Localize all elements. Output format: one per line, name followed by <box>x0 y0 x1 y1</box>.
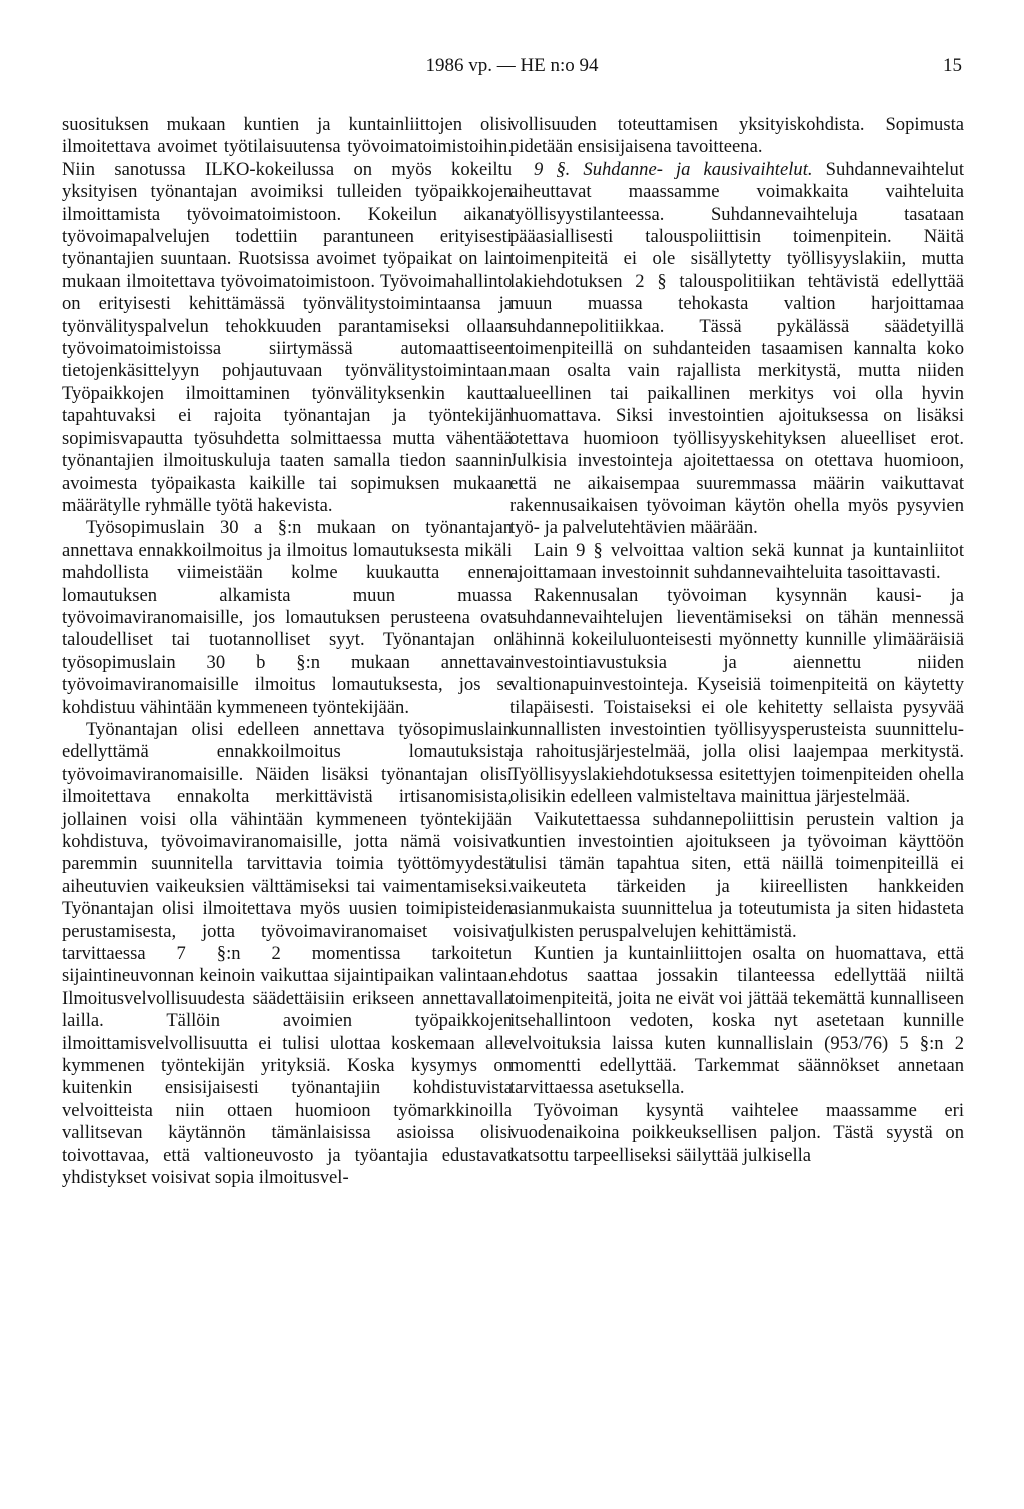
paragraph: Työvoiman kysyntä vaihtelee maassamme eri vuodenaikoina poikkeuksellisen paljon. Tästä syystä on katsottu tarpeelliseksi säilyttää julkisella <box>510 1099 964 1166</box>
paragraph: Työnantajan olisi edelleen annettava työsopimuslain edellyttämä ennakkoilmoitus lomautuksista työvoimaviranomaisille. Näiden lisäksi työnantajan olisi ilmoitettava ennakolta merkittävistä irtisanomisista, jollainen voisi olla vähintään kymmeneen työntekijään kohdistuva, työvoimaviranomaisille, jotta nämä voisivat paremmin suunnitella tarvittavia toimia työttömyydestä aiheutuvien vaikeuksien välttämiseksi tai vaimentamiseksi. Työnantajan olisi ilmoitettava myös uusien toimipisteiden perustamisesta, jotta työvoimaviranomaiset voisivat tarvittaessa 7 §:n 2 momentissa tarkoitetun sijaintineuvonnan keinoin vaikuttaa sijaintipaikan valintaan. Ilmoitusvelvollisuudesta säädettäisiin erikseen annettavalla lailla. Tällöin avoimien työpaikkojen ilmoittamisvelvollisuutta ei tulisi ulottaa koskemaan alle kymmenen työntekijän yrityksiä. Koska kysymys on kuitenkin ensisijaisesti työnantajiin kohdistuvista velvoitteista niin ottaen huomioon työmarkkinoilla vallitsevan käytännön tämänlaisissa asioissa olisi toivottavaa, että valtioneuvosto ja työantajia edustavat yhdistykset voisivat sopia ilmoitusvel- <box>62 718 512 1189</box>
page-number: 15 <box>943 55 962 76</box>
paragraph: Työsopimuslain 30 a §:n mukaan on työnantajan annettava ennakkoilmoitus ja ilmoitus lomautuksesta mikäli mahdollista viimeistään kolme kuukautta ennen lomautuksen alkamista muun muassa työvoimaviranomaisille, jos lomautuksen perusteena ovat taloudelliset tai tuotannolliset syyt. Työnantajan on työsopimuslain 30 b §:n mukaan annettava työvoimaviranomaisille ilmoitus lomautuksesta, jos se kohdistuu vähintään kymmeneen työntekijään. <box>62 517 512 718</box>
paragraph: suosituksen mukaan kuntien ja kuntainliittojen olisi ilmoitettava avoimet työtilaisuutensa työvoimatoimistoihin. Niin sanotussa ILKO-kokeilussa on myös kokeiltu yksityisen työnantajan avoimiksi tulleiden työpaikkojen ilmoittamista työvoimatoimistoon. Kokeilun aikana työvoimapalvelujen todettiin parantuneen erityisesti työnantajien suuntaan. Ruotsissa avoimet työpaikat on lain mukaan ilmoitettava työvoimatoimistoon. Työvoimahallinto on erityisesti kehittämässä työnvälitystoimintaansa ja työnvälityspalvelun tehokkuuden parantamiseksi ollaan työvoimatoimistoissa siirtymässä automaattiseen tietojenkäsittelyyn pohjautuvaan työnvälitystoimintaan. Työpaikkojen ilmoittaminen työnvälityksenkin kautta tapahtuvaksi ei rajoita työnantajan ja työntekijän sopimisvapautta työsuhdetta solmittaessa mutta vähentää työnantajien ilmoituskuluja taaten samalla tiedon saannin avoimesta työpaikasta kaikille tai sopimuksen mukaan määrätylle ryhmälle työtä hakevista. <box>62 114 512 516</box>
paragraph: vollisuuden toteuttamisen yksityiskohdista. Sopimusta pidetään ensisijaisena tavoitteena. <box>510 114 964 158</box>
right-column <box>510 114 964 1167</box>
running-title: 1986 vp. — HE n:o 94 <box>425 55 599 76</box>
paragraph: Vaikutettaessa suhdannepoliittisin perustein valtion ja kuntien investointien ajoitukseen ja työvoiman käyttöön tulisi tämän tapahtua siten, että näillä toimenpiteillä ei vaikeuteta tärkeiden ja kiireellisten hankkeiden asianmukaista suunnittelua ja toteutumista ja siten hidasteta julkisten peruspalvelujen kehittämistä. <box>510 808 964 942</box>
left-column <box>62 114 512 1190</box>
paragraph-with-heading <box>510 159 964 540</box>
paragraph: Lain 9 § velvoittaa valtion sekä kunnat ja kuntainliitot ajoittamaan investoinnit suhdannevaihteluita tasoittavasti. <box>510 539 964 584</box>
paragraph: Rakennusalan työvoiman kysynnän kausi- ja suhdannevaihtelujen lieventämiseksi on tähän mennessä lähinnä kokeiluluonteisesti myönnetty kunnille ylimääräisiä investointiavustuksia ja aiennettu niiden valtionapuinvestointeja. Kyseisiä toimenpiteitä on käytetty tilapäisesti. Toistaiseksi ei ole kehitetty sellaista pysyvää kunnallisten investointien työllisyysperusteista suunnittelu- ja rahoitusjärjestelmää, jolla olisi laajempaa merkitystä. Työllisyyslakiehdotuksessa esitettyjen toimenpiteiden ohella olisikin edelleen valmisteltava mainittua järjestelmää. <box>510 584 964 808</box>
paragraph: Kuntien ja kuntainliittojen osalta on huomattava, että ehdotus saattaa jossakin tilanteessa edellyttää niiltä toimenpiteitä, joita ne eivät voi jättää tekemättä kunnalliseen itsehallintoon vedoten, koska nyt asetetaan kunnille velvoituksia laissa kuten kunnallislain (953/76) 5 §:n 2 momentti edellyttää. Tarkemmat säännökset annetaan tarvittaessa asetuksella. <box>510 943 964 1099</box>
paragraph-text: Suhdannevaihtelut aiheuttavat maassamme voimakkaita vaihteluita työllisyystilanteessa. Suhdannevaihteluja tasataan pääasiallisesti talouspoliittisin toimenpitein. Näitä toimenpiteitä ei ole sisällytetty työllisyyslakiin, mutta lakiehdotuksen 2 § talouspolitiikan tehtävistä edellyttää muun muassa tehokasta valtion harjoittamaa suhdannepolitiikkaa. Tässä pykälässä säädetyillä toimenpiteillä on suhdanteiden tasaamisen kannalta koko maan osalta vain rajallista merkitystä, mutta niiden alueellinen tai paikallinen merkitys voi olla hyvin huomattava. Siksi investointien ajoituksessa on lisäksi otettava huomioon työllisyyskehityksen alueelliset erot. Julkisia investointeja ajoitettaessa on otettava huomioon, että ne aikaisempaa suuremmassa määrin vaikuttavat rakennusaikaisen työvoiman käytön ohella myös pysyvien työ- ja palvelutehtävien määrään. <box>510 158 965 539</box>
section-heading: 9 §. Suhdanne- ja kausivaihtelut. <box>534 158 813 180</box>
page-header <box>0 55 1024 87</box>
